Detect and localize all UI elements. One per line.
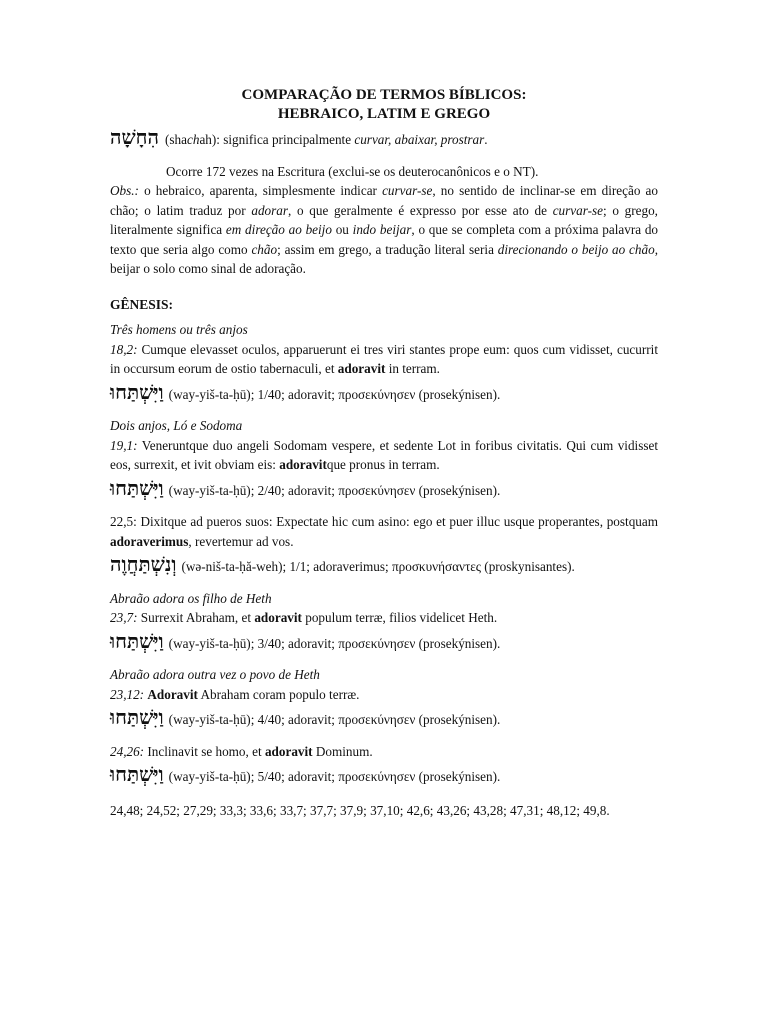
verse-entry xyxy=(110,416,658,500)
verse-text: Surrexit Abraham, et xyxy=(137,610,255,625)
hebrew-form: וַיִּשְׁתַּחוּ xyxy=(110,705,164,729)
gloss-text: (wə-niš-ta-ḥă-weh); 1/1; adoraverimus; προσκυνήσαντες (proskynisantes). xyxy=(181,559,575,574)
verse-keyword: adoraverimus xyxy=(110,533,189,549)
verse-reference: 23,12: xyxy=(110,686,145,702)
latin-verse xyxy=(110,685,658,705)
headword-hebrew: הִחָשָׁה xyxy=(110,125,160,149)
obs-text: ou xyxy=(331,222,353,237)
verse-entry xyxy=(110,742,658,787)
hebrew-form: וַיִּשְׁתַּחוּ xyxy=(110,379,164,404)
obs-paragraph xyxy=(110,181,658,279)
entry-subtitle: Abraão adora outra vez o povo de Heth xyxy=(110,667,320,682)
headword-meanings: curvar, abaixar, prostrar xyxy=(354,132,485,147)
obs-text: , no sentido de inclinar-se em direção ao chão; o latim traduz por xyxy=(110,183,659,218)
obs-italic: curvar-se xyxy=(552,202,603,218)
verse-reference: 18,2: xyxy=(110,341,138,357)
headword-translit-close: ah): significa principalmente xyxy=(199,132,355,147)
headword-translit-ch: ch xyxy=(187,132,200,147)
verse-entry xyxy=(110,512,658,577)
hebrew-gloss-row xyxy=(110,705,658,730)
verse-text: Cumque elevasset oculos, apparuerunt ei tres viri stantes prope eum: quos cum vidisset, cucurrit in occursum eorum de ostio tabernaculi, et xyxy=(110,341,658,376)
hebrew-gloss-row xyxy=(110,379,658,405)
obs-italic: indo beijar xyxy=(352,222,412,237)
hebrew-form: וַיִּשְׁתַּחוּ xyxy=(110,475,164,500)
entry-subtitle: Dois anjos, Ló e Sodoma xyxy=(110,418,243,433)
hebrew-gloss-row xyxy=(110,552,658,577)
verse-text: que pronus in terram. xyxy=(326,457,440,472)
verse-entry xyxy=(110,665,658,730)
verse-entry xyxy=(110,589,658,654)
headword-translit-open: (sha xyxy=(165,132,187,147)
obs-italic: curvar-se xyxy=(382,183,433,198)
hebrew-form: וַיִּשְׁתַּחוּ xyxy=(110,762,164,786)
obs-text: ; assim em grego, a tradução literal seria xyxy=(277,241,498,257)
obs-italic: em direção ao beijo xyxy=(225,222,332,237)
occurrence-note: Ocorre 172 vezes na Escritura (exclui-se os deuterocanônicos e o NT). xyxy=(166,163,539,179)
latin-verse xyxy=(110,742,658,762)
verse-keyword: Adoravit xyxy=(147,686,198,702)
headword-line xyxy=(110,125,658,150)
other-references: 24,48; 24,52; 27,29; 33,3; 33,6; 33,7; 37,7; 37,9; 37,10; 42,6; 43,26; 43,28; 47,31; 48,12; 49,8. xyxy=(110,802,610,818)
hebrew-form: וְנִשְׁתַּחֲוֶה xyxy=(110,552,177,576)
verse-text: Dominum. xyxy=(312,743,373,759)
hebrew-gloss-row xyxy=(110,628,658,654)
verse-keyword: adoravit xyxy=(264,743,313,759)
headword-definition xyxy=(165,130,488,150)
latin-verse xyxy=(110,608,658,628)
gloss-text: (way-yiš-ta-ḥū); 5/40; adoravit; προσεκύνησεν (prosekýnisen). xyxy=(168,769,501,784)
latin-verse xyxy=(110,340,658,379)
verse-text: Veneruntque duo angeli Sodomam vespere, et sedente Lot in foribus civitatis. Qui cum vidisset eos, surrexit, et ivit obviam eis: xyxy=(110,437,658,472)
latin-verse xyxy=(110,436,658,475)
gloss-text: (way-yiš-ta-ḥū); 4/40; adoravit; προσεκύνησεν (prosekýnisen). xyxy=(168,712,501,727)
verse-keyword: adoravit xyxy=(279,457,327,472)
obs-text: ; o grego, literalmente significa xyxy=(110,202,658,237)
headword-end: . xyxy=(484,132,488,147)
verse-keyword: adoravit xyxy=(254,610,302,625)
hebrew-gloss-row xyxy=(110,475,658,501)
gloss-text: (way-yiš-ta-ḥū); 2/40; adoravit; προσεκύνησεν (prosekýnisen). xyxy=(168,482,501,498)
verse-entry xyxy=(110,320,658,404)
obs-text: , beijar o solo como sinal de adoração. xyxy=(110,241,658,276)
obs-label: Obs.: xyxy=(110,183,139,198)
verse-reference: 22,5: xyxy=(110,514,137,529)
obs-text: , o que se completa com a próxima palavra do texto que seria algo como xyxy=(110,222,659,257)
entry-subtitle: Abraão adora os filho de Heth xyxy=(110,590,272,606)
title-line-2: HEBRAICO, LATIM E GREGO xyxy=(277,106,491,122)
verse-text: , revertemur ad vos. xyxy=(188,533,294,549)
obs-italic: adorar xyxy=(251,202,288,218)
obs-italic: direcionando o beijo ao chão xyxy=(497,241,655,257)
verse-reference: 24,26: xyxy=(110,743,145,759)
verse-text: Dixitque ad pueros suos: Expectate hic cum asino: ego et puer illuc usque properantes, postquam xyxy=(136,514,658,529)
verse-text: populum terræ, filios videlicet Heth. xyxy=(301,610,498,625)
verse-reference: 19,1: xyxy=(110,437,138,453)
verse-reference: 23,7: xyxy=(110,610,138,625)
obs-italic: chão xyxy=(251,241,278,257)
obs-text: , o que geralmente é expresso por esse ato de xyxy=(287,202,553,218)
hebrew-gloss-row xyxy=(110,762,658,787)
gloss-text: (way-yiš-ta-ḥū); 1/40; adoravit; προσεκύνησεν (prosekýnisen). xyxy=(168,386,501,402)
document-page xyxy=(110,86,658,820)
verse-text: Inclinavit se homo, et xyxy=(144,743,265,759)
verse-text: Abraham coram populo terræ. xyxy=(197,686,360,702)
section-title: GÊNESIS: xyxy=(110,296,174,312)
obs-text: o hebraico, aparenta, simplesmente indicar xyxy=(138,183,383,198)
verse-keyword: adoravit xyxy=(337,361,386,376)
hebrew-form: וַיִּשְׁתַּחוּ xyxy=(110,628,164,653)
entry-subtitle: Três homens ou três anjos xyxy=(110,322,248,337)
latin-verse xyxy=(110,512,658,551)
title-line-1: COMPARAÇÃO DE TERMOS BÍBLICOS: xyxy=(241,87,527,103)
gloss-text: (way-yiš-ta-ḥū); 3/40; adoravit; προσεκύνησεν (prosekýnisen). xyxy=(168,635,501,651)
verse-text: in terram. xyxy=(385,361,440,376)
